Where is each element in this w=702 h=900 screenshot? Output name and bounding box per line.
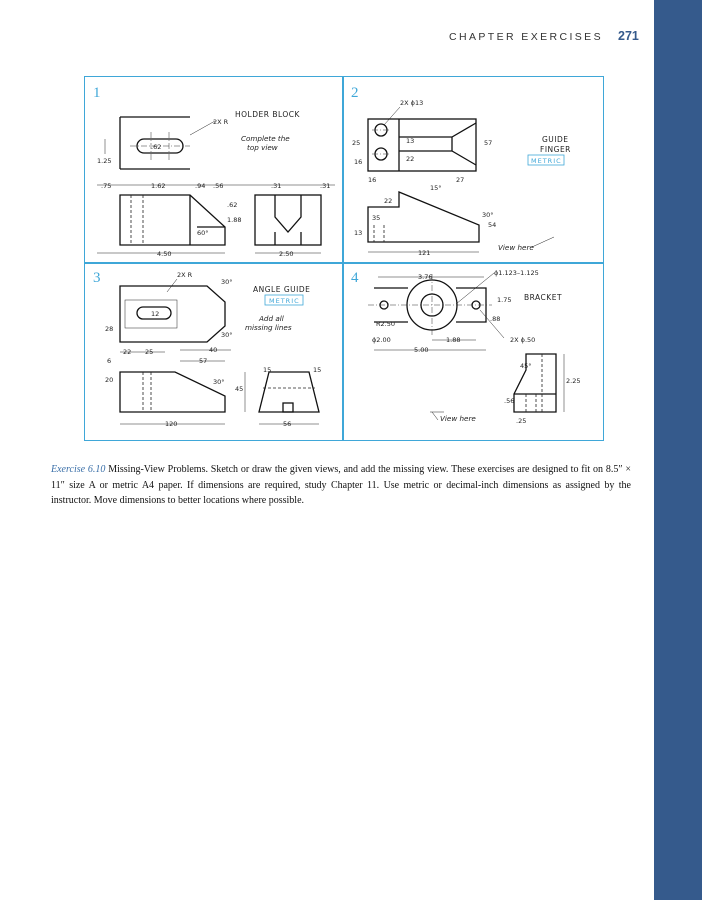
p3-dim-11: 30° [213,378,225,386]
p2-dim-4: 22 [406,155,415,163]
p2-dim-9: 22 [384,197,393,205]
panel-2-drawing [344,77,603,262]
panel-4-drawing [344,264,603,440]
p4-dim-3: R2.50 [376,320,395,328]
p1-note-1: Complete the [241,134,290,143]
p4-dim-2: 1.75 [497,296,512,304]
p3-dim-1: 30° [221,278,233,286]
p1-front-view [120,195,225,245]
p4-dim-0: ϕ1.123–1.125 [494,269,539,277]
panel-4-number: 4 [351,270,359,286]
p1-dim-10: 1.88 [227,216,242,224]
caption-label: Exercise 6.10 [51,464,106,475]
p4-view-note: View here [440,414,476,423]
p2-metric: METRIC [531,157,562,165]
p2-dim-7: 27 [456,176,465,184]
p1-dim-6: .56 [213,182,224,190]
p4-dim-9: 45° [520,362,532,370]
p1-side-view [255,195,321,245]
p3-front-view [120,372,225,412]
p1-dim-0: 2X R [213,118,229,126]
p1-dim-9: .62 [227,201,238,209]
p3-dim-9: 57 [199,357,208,365]
panel-3-drawing [85,264,342,440]
p4-dim-6: 1.88 [446,336,461,344]
p4-title: BRACKET [524,293,563,302]
p4-dim-5: ϕ2.00 [372,336,391,344]
p3-dim-16: 56 [283,420,292,428]
p2-title-1: GUIDE [542,135,569,144]
p3-dim-13: 15 [263,366,272,374]
p3-dim-7: 40 [209,346,218,354]
p4-dim-8: 5.00 [414,346,429,354]
p3-dim-12: 45 [235,385,244,393]
p4-dim-7: 2X ϕ.50 [510,336,536,344]
p2-dim-10: 35 [372,214,381,222]
running-head: CHAPTER EXERCISES [449,31,603,43]
p3-dim-0: 2X R [177,271,193,279]
p3-side-view [259,372,319,412]
p2-dim-5: 57 [484,139,493,147]
p3-title: ANGLE GUIDE [253,285,311,294]
p3-metric: METRIC [269,297,300,305]
p1-note-2: top view [247,143,278,152]
p2-dim-1: 25 [352,139,361,147]
p2-title-2: FINGER [540,145,571,154]
p1-dim-1: .62 [151,143,162,151]
p1-dim-13: 2.50 [279,250,294,258]
p3-dim-3: 28 [105,325,114,333]
p2-dim-6: 16 [368,176,377,184]
p3-dim-15: 120 [165,420,178,428]
figure-caption [51,462,631,509]
p2-dim-8: 15° [430,184,442,192]
p4-dim-12: .25 [516,417,527,425]
p4-dim-1: 3.76 [418,273,433,281]
p1-dim-8: .31 [320,182,331,190]
p1-dim-11: 60° [197,229,209,237]
p3-note-1: Add all [259,314,284,323]
p1-dim-5: .94 [195,182,206,190]
panel-1-drawing [85,77,342,262]
p1-dim-3: .75 [101,182,112,190]
p2-view-note: View here [498,243,534,252]
p4-dim-10: 2.25 [566,377,581,385]
p3-dim-10: 20 [105,376,114,384]
p4-dim-4: .88 [490,315,501,323]
p2-dim-14: 121 [418,249,431,257]
p2-dim-3: 13 [406,137,415,145]
panel-1-number: 1 [93,85,101,101]
side-color-bar [654,0,702,900]
p3-dim-5: 22 [123,348,132,356]
p2-dim-11: 30° [482,211,494,219]
p1-dim-12: 4.50 [157,250,172,258]
page-number: 271 [618,29,639,43]
p3-dim-6: 25 [145,348,154,356]
p2-dim-13: 13 [354,229,363,237]
p3-dim-2: 12 [151,310,160,318]
caption-text: Missing-View Problems. Sketch or draw the given views, and add the missing view. These exercises are designed to fit on 8.5″ × 11″ size A or metric A4 paper. If dimensions are required, study Chapter 11. Use metric or decimal-inch dimensions as assigned by the instructor. Move dimensions to better locations where possible. [51,464,631,507]
p3-dim-8: 6 [107,357,112,365]
p1-dim-7: .31 [271,182,282,190]
p2-dim-2: 16 [354,158,363,166]
p3-dim-14: 15 [313,366,322,374]
p2-dim-12: 54 [488,221,497,229]
p1-title: HOLDER BLOCK [235,110,300,119]
p3-dim-4: 30° [221,331,233,339]
p3-note-2: missing lines [245,323,292,332]
panel-3-number: 3 [93,270,101,286]
p3-top-view [120,286,225,342]
p1-dim-2: 1.25 [97,157,112,165]
p4-dim-11: .56 [504,397,515,405]
p1-dim-4: 1.62 [151,182,166,190]
p2-front-view [368,119,476,171]
panel-2-number: 2 [351,85,359,101]
p2-dim-0: 2X ϕ13 [400,99,424,107]
